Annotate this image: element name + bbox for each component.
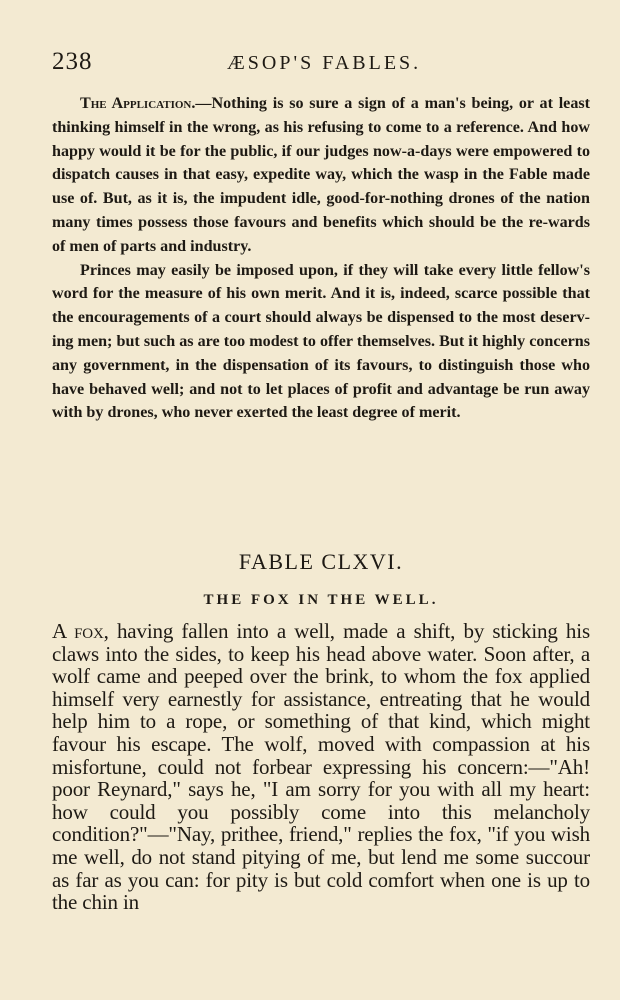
page-number: 238 bbox=[52, 48, 93, 75]
running-head bbox=[52, 48, 590, 78]
application-paragraph-2: Princes may easily be imposed upon, if they will take every little fellow's word for the measure of his own merit. And it is, indeed, scarce possible that the encouragements of a court should always be dispensed to the most deserv-ing men; but such as are too modest to offer themselves. But it highly concerns any government, in the dispensation of its favours, to distinguish those who have behaved well; and not to let places of profit and advantage be run away with by drones, who never exerted the least degree of merit. bbox=[52, 261, 590, 422]
application-lead: The Application. bbox=[80, 95, 196, 112]
fable-number: FABLE CLXVI. bbox=[238, 549, 404, 574]
application-paragraph-1 bbox=[52, 92, 590, 259]
fable-lead: A fox, bbox=[52, 619, 109, 643]
application-section bbox=[52, 92, 590, 425]
fable-body bbox=[52, 620, 590, 914]
application-paragraph-1-text: —Nothing is so sure a sign of a man's being, or at least thinking himself in the wrong, as his refusing to come to a reference. And how happy would it be for the public, if our judges now-a-days were empowered to dispatch causes in that easy, expedite way, which the wasp in the Fable made use of. But, as it is, the impudent idle, good-for-nothing drones of the nation many times possess those favours and benefits which should be the re-wards of men of parts and industry. bbox=[52, 95, 590, 255]
fable-title: THE FOX IN THE WELL. bbox=[203, 592, 439, 608]
fable-paragraph-text: having fallen into a well, made a shift, by sticking his claws into the sides, to keep his head above water. Soon after, a wolf came and peeped over the brink, to whom the fox applied himself very earnestly for assistance, entreating that he would help him to a rope, or something of that kind, which might favour his escape. The wolf, moved with compassion at his misfortune, could not forbear expressing his concern:—"Ah! poor Reynard," says he, "I am sorry for you with all my heart: how could you possibly come into this melancholy condition?"—"Nay, prithee, friend," replies the fox, "if you wish me well, do not stand pitying of me, but lend me some succour as far as you can: for pity is but cold comfort when one is up to the chin in bbox=[52, 619, 590, 915]
running-title: ÆSOP'S FABLES. bbox=[227, 52, 422, 74]
fable-paragraph bbox=[52, 620, 590, 914]
